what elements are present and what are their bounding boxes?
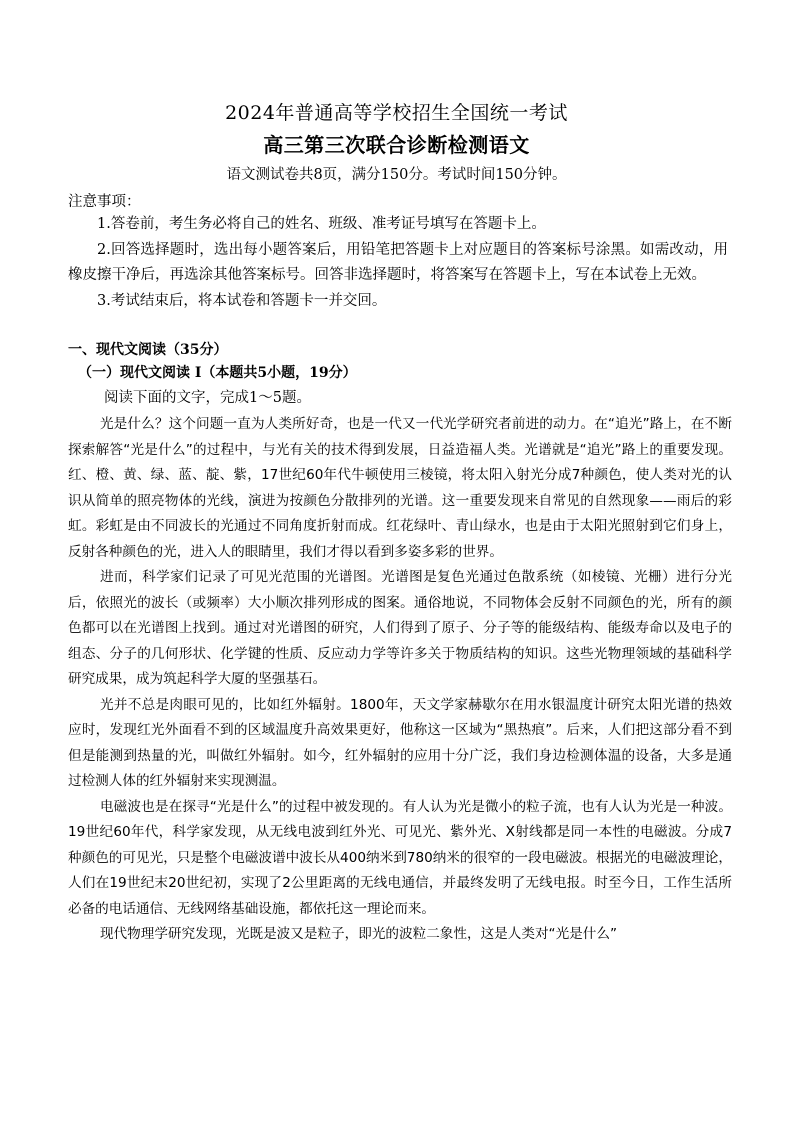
- exam-title: 2024年普通高等学校招生全国统一考试: [225, 102, 568, 124]
- passage-paragraph: 光并不总是肉眼可见的，比如红外辐射。1800年，天文学家赫歇尔在用水银温度计研究太阳光谱的热效应时，发现红光外面看不到的区域温度升高效果更好，他称这一区域为“黑热痕”。后来，人们把这部分看不到但是能测到热量的光，叫做红外辐射。如今，红外辐射的应用十分广泛，我们身边检测体温的设备，大多是通过检测人体的红外辐射来实现测温。: [68, 696, 732, 789]
- notice-list: [68, 212, 728, 314]
- passage-paragraph: 电磁波也是在探寻“光是什么”的过程中被发现的。有人认为光是微小的粒子流，也有人认为光是一种波。19世纪60年代，科学家发现，从无线电波到红外光、可见光、紫外光、X射线都是同一本性的电磁波。分成7种颜色的可见光，只是整个电磁波谱中波长从400纳米到780纳米的很窄的一段电磁波。根据光的电磁波理论，人们在19世纪末20世纪初，实现了2公里距离的无线电通信，并最终发明了无线电报。时至今日，工作生活所必备的电话通信、无线网络基础设施，都依托这一理论而来。: [68, 798, 732, 917]
- notice-item: 2.回答选择题时，选出每小题答案后，用铅笔把答题卡上对应题目的答案标号涂黑。如需改动，用橡皮擦干净后，再选涂其他答案标号。回答非选择题时，将答案写在答题卡上，写在本试卷上无效。: [68, 241, 728, 283]
- section-subtitle: （一）现代文阅读 I（本题共5小题，19分）: [78, 365, 357, 381]
- notice-heading: 注意事项：: [68, 194, 141, 210]
- passage-paragraph: 进而，科学家们记录了可见光范围的光谱图。光谱图是复色光通过色散系统（如棱镜、光栅）进行分光后，依照光的波长（或频率）大小顺次排列形成的图案。通俗地说，不同物体会反射不同颜色的光，所有的颜色都可以在光谱图上找到。通过对光谱图的研究，人们得到了原子、分子等的能级结构、能级寿命以及电子的组态、分子的几何形状、化学键的性质、反应动力学等许多关于物质结构的知识。这些光物理领域的基础科学研究成果，成为筑起科学大厦的坚强基石。: [68, 569, 732, 687]
- reading-instruction: 阅读下面的文字，完成1～5题。: [104, 390, 311, 406]
- notice-item: 1.答卷前，考生务必将自己的姓名、班级、准考证号填写在答题卡上。: [97, 216, 546, 232]
- section-title: 一、现代文阅读（35分）: [68, 342, 228, 358]
- notice-item: 3.考试结束后，将本试卷和答题卡一并交回。: [97, 292, 387, 309]
- reading-passage: [68, 412, 732, 948]
- exam-info: 语文测试卷共8页，满分150分。考试时间150分钟。: [226, 167, 567, 183]
- passage-paragraph: 现代物理学研究发现，光既是波又是粒子，即光的波粒二象性，这是人类对“光是什么”: [99, 926, 618, 942]
- paper-title: 高三第三次联合诊断检测语文: [263, 133, 530, 157]
- passage-paragraph: 光是什么？这个问题一直为人类所好奇，也是一代又一代光学研究者前进的动力。在“追光”路上，在不断探索解答“光是什么”的过程中，与光有关的技术得到发展，日益造福人类。光谱就是“追光”路上的重要发现。红、橙、黄、绿、蓝、靛、紫，17世纪60年代牛顿使用三棱镜，将太阳入射光分成7种颜色，使人类对光的认识从简单的照亮物体的光线，演进为按颜色分散排列的光谱。这一重要发现来自常见的自然现象——雨后的彩虹。彩虹是由不同波长的光通过不同角度折射而成。红花绿叶、青山绿水，也是由于太阳光照射到它们身上，反射各种颜色的光，进入人的眼睛里，我们才得以看到多姿多彩的世界。: [68, 416, 732, 560]
